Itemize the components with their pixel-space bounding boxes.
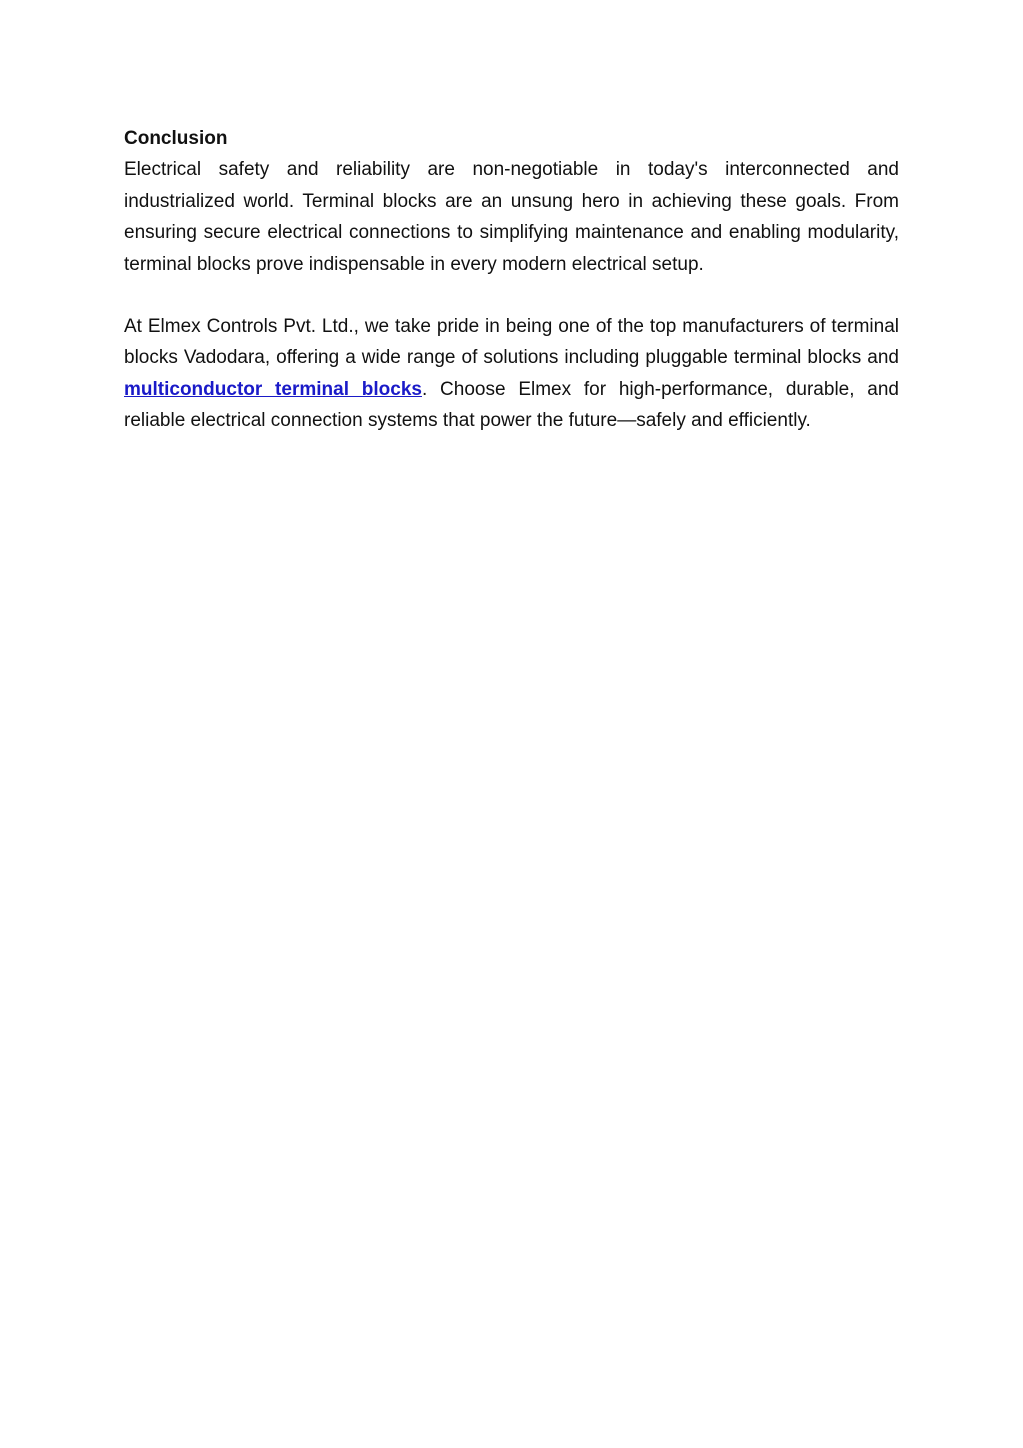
conclusion-paragraph: Electrical safety and reliability are non-negotiable in today's interconnected and industrialized world. Terminal blocks are an unsung hero in achieving these goals. From ensuring secure electrical connections to simplifying maintenance and enabling modularity, terminal blocks prove indispensable in every modern electrical setup. <box>124 159 899 275</box>
company-paragraph <box>124 311 899 437</box>
company-paragraph-text-after-link: . Choose Elmex for high-performance, durable, and reliable electrical connection systems that power the future—safely and efficiently. <box>124 378 900 432</box>
multiconductor-terminal-blocks-link[interactable]: multiconductor terminal blocks <box>124 378 422 400</box>
company-paragraph-text-before-link: At Elmex Controls Pvt. Ltd., we take pride in being one of the top manufacturers of terminal blocks Vadodara, offering a wide range of solutions including pluggable terminal blocks and <box>124 316 899 369</box>
section-heading: Conclusion <box>124 128 228 149</box>
document-body <box>124 123 899 437</box>
